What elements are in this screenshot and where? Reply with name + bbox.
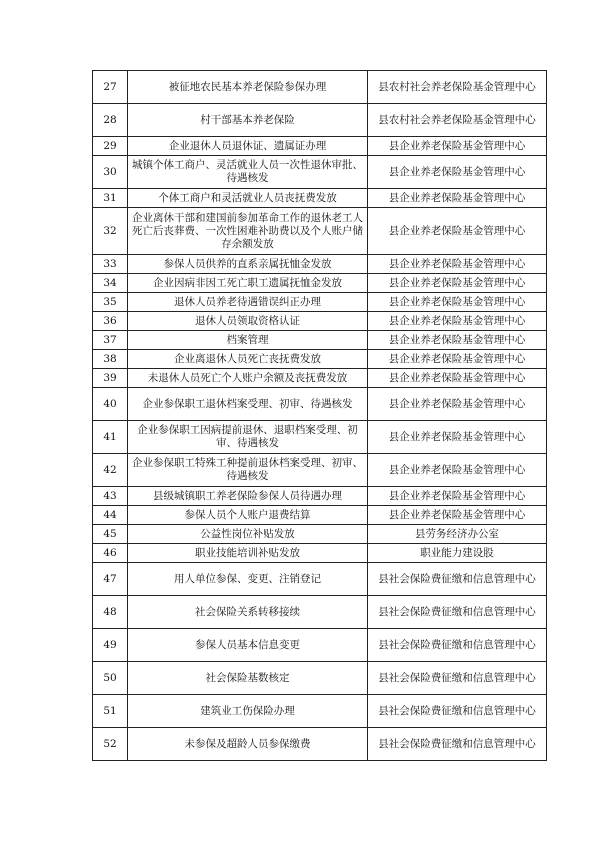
service-item: 参保人员个人账户退费结算 xyxy=(128,506,368,525)
service-item: 企业参保职工因病提前退休、退职档案受理、初审、待遇核发 xyxy=(128,421,368,454)
row-number: 27 xyxy=(93,71,128,104)
service-item: 参保人员基本信息变更 xyxy=(128,629,368,662)
responsible-department: 县企业养老保险基金管理中心 xyxy=(368,331,547,350)
row-number: 35 xyxy=(93,293,128,312)
responsible-department: 县社会保险费征缴和信息管理中心 xyxy=(368,695,547,728)
responsible-department: 县社会保险费征缴和信息管理中心 xyxy=(368,629,547,662)
responsible-department: 县企业养老保险基金管理中心 xyxy=(368,274,547,293)
responsible-department: 县企业养老保险基金管理中心 xyxy=(368,454,547,487)
service-table xyxy=(92,70,547,761)
responsible-department: 县企业养老保险基金管理中心 xyxy=(368,208,547,255)
row-number: 39 xyxy=(93,369,128,388)
table-row xyxy=(93,596,547,629)
table-row xyxy=(93,506,547,525)
row-number: 52 xyxy=(93,728,128,761)
service-item: 用人单位参保、变更、注销登记 xyxy=(128,563,368,596)
responsible-department: 县社会保险费征缴和信息管理中心 xyxy=(368,596,547,629)
table-row xyxy=(93,208,547,255)
table-row xyxy=(93,274,547,293)
row-number: 34 xyxy=(93,274,128,293)
row-number: 46 xyxy=(93,544,128,563)
service-item: 企业离休干部和建国前参加革命工作的退休老工人死亡后丧葬费、一次性困难补助费以及个人账户储存余额发放 xyxy=(128,208,368,255)
service-table-body xyxy=(93,71,547,761)
row-number: 36 xyxy=(93,312,128,331)
table-row xyxy=(93,350,547,369)
table-row xyxy=(93,189,547,208)
responsible-department: 县企业养老保险基金管理中心 xyxy=(368,189,547,208)
responsible-department: 县企业养老保险基金管理中心 xyxy=(368,369,547,388)
table-row xyxy=(93,331,547,350)
service-item: 退休人员养老待遇错误纠正办理 xyxy=(128,293,368,312)
service-item: 个体工商户和灵活就业人员丧抚费发放 xyxy=(128,189,368,208)
row-number: 31 xyxy=(93,189,128,208)
service-item: 未退休人员死亡个人账户余额及丧抚费发放 xyxy=(128,369,368,388)
row-number: 43 xyxy=(93,487,128,506)
responsible-department: 县企业养老保险基金管理中心 xyxy=(368,388,547,421)
table-row xyxy=(93,104,547,137)
row-number: 49 xyxy=(93,629,128,662)
service-item: 参保人员供养的直系亲属抚恤金发放 xyxy=(128,255,368,274)
service-item: 企业因病非因工死亡职工遗属抚恤金发放 xyxy=(128,274,368,293)
table-row xyxy=(93,312,547,331)
responsible-department: 县企业养老保险基金管理中心 xyxy=(368,312,547,331)
row-number: 40 xyxy=(93,388,128,421)
service-item: 档案管理 xyxy=(128,331,368,350)
service-item: 职业技能培训补贴发放 xyxy=(128,544,368,563)
table-row xyxy=(93,695,547,728)
service-item: 退休人员领取资格认证 xyxy=(128,312,368,331)
responsible-department: 县企业养老保险基金管理中心 xyxy=(368,293,547,312)
service-item: 村干部基本养老保险 xyxy=(128,104,368,137)
row-number: 50 xyxy=(93,662,128,695)
row-number: 30 xyxy=(93,156,128,189)
responsible-department: 县企业养老保险基金管理中心 xyxy=(368,137,547,156)
table-row xyxy=(93,255,547,274)
responsible-department: 县企业养老保险基金管理中心 xyxy=(368,350,547,369)
row-number: 47 xyxy=(93,563,128,596)
service-item: 城镇个体工商户、灵活就业人员一次性退休审批、待遇核发 xyxy=(128,156,368,189)
responsible-department: 县企业养老保险基金管理中心 xyxy=(368,255,547,274)
table-row xyxy=(93,421,547,454)
row-number: 29 xyxy=(93,137,128,156)
row-number: 32 xyxy=(93,208,128,255)
service-item: 企业参保职工退休档案受理、初审、待遇核发 xyxy=(128,388,368,421)
service-item: 公益性岗位补贴发放 xyxy=(128,525,368,544)
service-item: 社会保险关系转移接续 xyxy=(128,596,368,629)
row-number: 42 xyxy=(93,454,128,487)
table-row xyxy=(93,454,547,487)
service-item: 被征地农民基本养老保险参保办理 xyxy=(128,71,368,104)
service-item: 县级城镇职工养老保险参保人员待遇办理 xyxy=(128,487,368,506)
responsible-department: 县农村社会养老保险基金管理中心 xyxy=(368,71,547,104)
table-row xyxy=(93,137,547,156)
row-number: 33 xyxy=(93,255,128,274)
responsible-department: 县企业养老保险基金管理中心 xyxy=(368,421,547,454)
service-item: 企业参保职工特殊工种提前退休档案受理、初审、待遇核发 xyxy=(128,454,368,487)
responsible-department: 县社会保险费征缴和信息管理中心 xyxy=(368,563,547,596)
row-number: 37 xyxy=(93,331,128,350)
row-number: 38 xyxy=(93,350,128,369)
service-item: 社会保险基数核定 xyxy=(128,662,368,695)
row-number: 41 xyxy=(93,421,128,454)
table-row xyxy=(93,71,547,104)
table-row xyxy=(93,563,547,596)
responsible-department: 县社会保险费征缴和信息管理中心 xyxy=(368,662,547,695)
row-number: 45 xyxy=(93,525,128,544)
table-row xyxy=(93,662,547,695)
responsible-department: 县农村社会养老保险基金管理中心 xyxy=(368,104,547,137)
service-item: 企业离退休人员死亡丧抚费发放 xyxy=(128,350,368,369)
row-number: 51 xyxy=(93,695,128,728)
table-row xyxy=(93,629,547,662)
row-number: 44 xyxy=(93,506,128,525)
row-number: 48 xyxy=(93,596,128,629)
service-item: 企业退休人员退休证、遗属证办理 xyxy=(128,137,368,156)
table-row xyxy=(93,728,547,761)
table-row xyxy=(93,525,547,544)
responsible-department: 县企业养老保险基金管理中心 xyxy=(368,156,547,189)
responsible-department: 县劳务经济办公室 xyxy=(368,525,547,544)
table-row xyxy=(93,156,547,189)
table-row xyxy=(93,487,547,506)
table-row xyxy=(93,293,547,312)
row-number: 28 xyxy=(93,104,128,137)
service-item: 建筑业工伤保险办理 xyxy=(128,695,368,728)
table-row xyxy=(93,388,547,421)
responsible-department: 职业能力建设股 xyxy=(368,544,547,563)
service-item: 未参保及超龄人员参保缴费 xyxy=(128,728,368,761)
responsible-department: 县企业养老保险基金管理中心 xyxy=(368,506,547,525)
responsible-department: 县社会保险费征缴和信息管理中心 xyxy=(368,728,547,761)
responsible-department: 县企业养老保险基金管理中心 xyxy=(368,487,547,506)
table-row xyxy=(93,544,547,563)
table-row xyxy=(93,369,547,388)
